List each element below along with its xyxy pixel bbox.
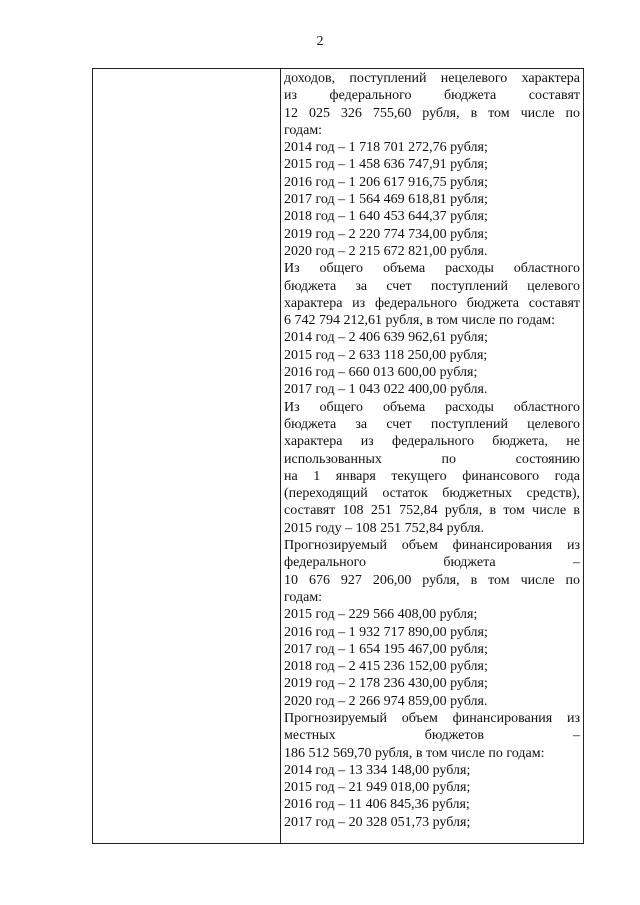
text-line: на 1 января текущего финансового года — [284, 468, 580, 484]
text-line: составят 108 251 752,84 рубля, в том числе в — [284, 503, 580, 519]
text-line: 2017 год – 1 654 195 467,00 рубля; — [284, 641, 488, 657]
text-line: 2020 год – 2 215 672 821,00 рубля. — [284, 243, 488, 259]
text-line: 2017 год – 20 328 051,73 рубля; — [284, 814, 471, 830]
text-line: 2017 год – 1 564 469 618,81 рубля; — [284, 192, 488, 208]
text-line: Из общего объема расходы областного — [284, 261, 580, 277]
text-line: 2016 год – 660 013 600,00 рубля; — [284, 365, 478, 381]
text-line: 2014 год – 13 334 148,00 рубля; — [284, 762, 471, 778]
text-line: 186 512 569,70 рубля, в том числе по годам: — [284, 745, 545, 761]
text-line: 2015 год – 21 949 018,00 рубля; — [284, 780, 471, 796]
text-line: 2016 год – 11 406 845,36 рубля; — [284, 797, 470, 813]
page-number: 2 — [316, 34, 324, 49]
text-line: 2014 год – 2 406 639 962,61 рубля; — [284, 330, 488, 346]
text-line: 12 025 326 755,60 рубля, в том числе по — [284, 105, 580, 121]
text-line: годам: — [284, 122, 323, 138]
text-line: 2019 год – 2 178 236 430,00 рубля; — [284, 676, 488, 692]
text-line: местных бюджетов – — [284, 728, 580, 744]
text-line: 6 742 794 212,61 рубля, в том числе по годам: — [284, 313, 555, 329]
text-line: из федерального бюджета составят — [284, 88, 580, 104]
text-line: 2014 год – 1 718 701 272,76 рубля; — [284, 140, 488, 156]
text-line: (переходящий остаток бюджетных средств), — [284, 486, 580, 502]
text-line: 2015 году – 108 251 752,84 рубля. — [284, 520, 484, 536]
text-line: 2015 год – 229 566 408,00 рубля; — [284, 607, 478, 623]
text-line: использованных по состоянию — [284, 451, 580, 467]
text-line: 10 676 927 206,00 рубля, в том числе по — [284, 572, 580, 588]
text-line: 2017 год – 1 043 022 400,00 рубля. — [284, 382, 488, 398]
text-line: 2018 год – 2 415 236 152,00 рубля; — [284, 659, 488, 675]
text-line: 2019 год – 2 220 774 734,00 рубля; — [284, 226, 488, 242]
text-line: бюджета за счет поступлений целевого — [284, 278, 580, 294]
column-divider — [280, 69, 281, 843]
text-line: доходов, поступлений нецелевого характера — [284, 71, 580, 86]
program-table — [92, 68, 584, 844]
text-line: годам: — [284, 589, 323, 605]
text-line: бюджета за счет поступлений целевого — [284, 416, 580, 432]
text-line: 2016 год – 1 932 717 890,00 рубля; — [284, 624, 488, 640]
text-line: Из общего объема расходы областного — [284, 399, 580, 415]
text-line: 2016 год – 1 206 617 916,75 рубля; — [284, 174, 488, 190]
text-line: Прогнозируемый объем финансирования из — [284, 710, 580, 726]
right-cell — [284, 70, 580, 831]
text-line: характера из федерального бюджета составят — [284, 295, 580, 311]
text-line: 2020 год – 2 266 974 859,00 рубля. — [284, 693, 488, 709]
text-line: характера из федерального бюджета, не — [284, 434, 580, 450]
text-line: Прогнозируемый объем финансирования из — [284, 538, 580, 554]
text-line: 2015 год – 1 458 636 747,91 рубля; — [284, 157, 488, 173]
text-line: 2015 год – 2 633 118 250,00 рубля; — [284, 347, 488, 363]
text-line: федерального бюджета – — [284, 555, 580, 571]
text-line: 2018 год – 1 640 453 644,37 рубля; — [284, 209, 488, 225]
